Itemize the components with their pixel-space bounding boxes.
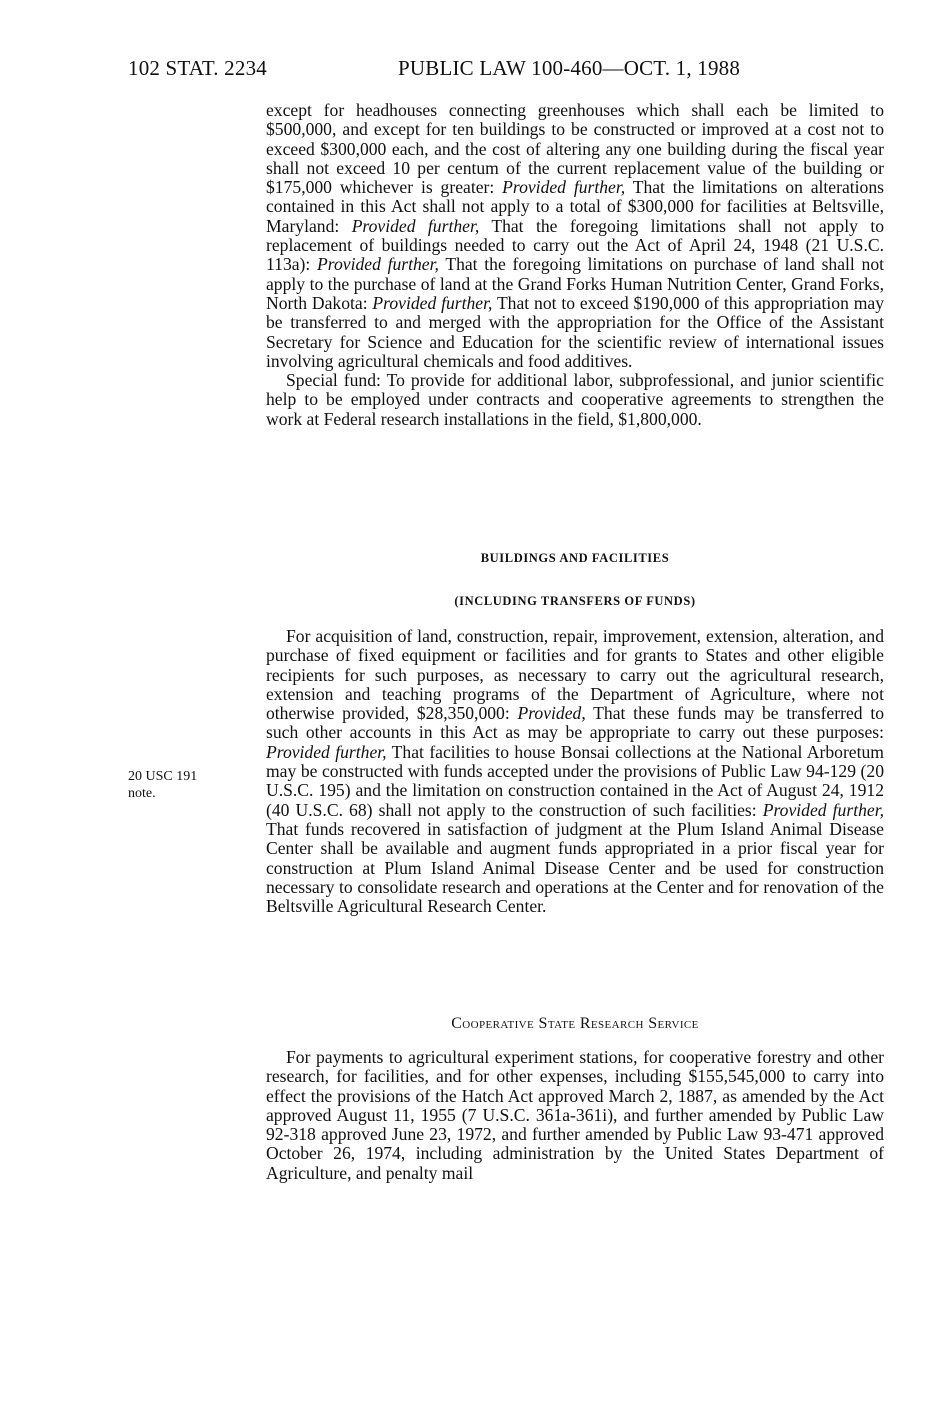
continued-appropriation-text	[266, 101, 884, 429]
section-heading-buildings: BUILDINGS AND FACILITIES	[480, 551, 670, 565]
public-law-title: PUBLIC LAW 100-460—OCT. 1, 1988	[398, 56, 741, 80]
page-header	[128, 56, 828, 86]
limitations-paragraph: except for headhouses connecting greenhouses which shall each be limited to $500,000, and except for ten buildings to be constructed or improved at a cost not to exceed $300,000 each, and the cost of altering any one building during the fiscal year shall not exceed 10 per centum of the current replacement value of the building or $175,000 whichever is greater: Provided further, That the limitations on alterations contained in this Act shall not apply to a total of $300,000 for facilities at Beltsville, Maryland: Provided further, That the foregoing limitations shall not apply to replacement of buildings needed to carry out the Act of April 24, 1948 (21 U.S.C. 113a): Provided further, That the foregoing limitations on purchase of land shall not apply to the purchase of land at the Grand Forks Human Nutrition Center, Grand Forks, North Dakota: Provided further, That not to exceed $190,000 of this appropriation may be transferred to and merged with the appropriation for the Office of the Assistant Secretary for Science and Education for the scientific review of international issues involving agricultural chemicals and food additives.	[266, 100, 885, 371]
margin-note	[128, 768, 238, 802]
stat-reference: 102 STAT. 2234	[128, 56, 267, 80]
special-fund-paragraph: Special fund: To provide for additional labor, subprofessional, and junior scientific help to be employed under contracts and cooperative agreements to strengthen the work at Federal research installations in the field, $1,800,000.	[266, 370, 884, 429]
buildings-paragraph: For acquisition of land, construction, repair, improvement, extension, alteration, and purchase of fixed equipment or facilities and for grants to States and other eligible recipients for such purposes, as necessary to carry out the agricultural research, extension and teaching programs of the Department of Agriculture, where not otherwise provided, $28,350,000: Provided, That these funds may be transferred to such other accounts in this Act as may be appropriate to carry out these purposes: Provided further, That facilities to house Bonsai collections at the National Arboretum may be constructed with funds accepted under the provisions of Public Law 94-129 (20 U.S.C. 195) and the limitation on construction contained in the Act of August 24, 1912 (40 U.S.C. 68) shall not apply to the construction of such facilities: Provided further, That funds recovered in satisfaction of judgment at the Plum Island Animal Disease Center shall be available and augment funds appropriated in a prior fiscal year for construction at Plum Island Animal Disease Center and be used for construction necessary to consolidate research and operations at the Center and for renovation of the Beltsville Agricultural Research Center.	[266, 626, 885, 917]
buildings-facilities-text	[266, 627, 884, 916]
margin-note-label: note.	[128, 786, 156, 801]
margin-note-citation: 20 USC 191	[128, 769, 198, 784]
csrs-paragraph: For payments to agricultural experiment stations, for cooperative forestry and other research, for facilities, and for other expenses, including $155,545,000 to carry into effect the provisions of the Hatch Act approved March 2, 1887, as amended by the Act approved August 11, 1955 (7 U.S.C. 361a-361i), and further amended by Public Law 92-318 approved June 23, 1972, and further amended by Public Law 93-471 approved October 26, 1974, including administration by the United States Department of Agriculture, and penalty mail	[266, 1047, 884, 1183]
csrs-text	[266, 1048, 884, 1183]
section-subheading-transfers: (INCLUDING TRANSFERS OF FUNDS)	[454, 594, 696, 608]
section-heading-csrs: Cooperative State Research Service	[451, 1015, 699, 1032]
